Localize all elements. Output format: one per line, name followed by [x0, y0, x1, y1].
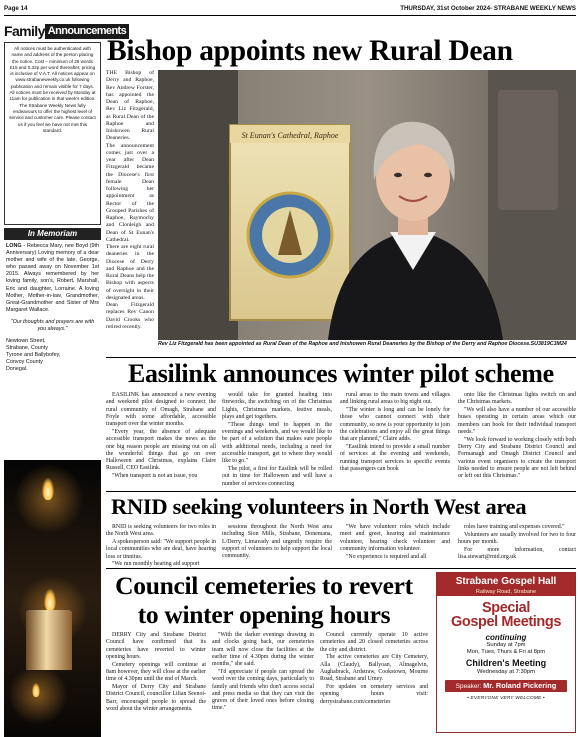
- bishop-photo: [158, 70, 576, 340]
- family-announcements-sidebar: [4, 20, 127, 737]
- notice-terms: All notices must be authenticated with name and address of the person placing the notice. Cost – minimum of 25 words £15 and 0.32p per word thereafter, pricing is inclusive of V.A.T. All notices appear on www.strabaneweekly.co.uk following publication and remain visible for 7 days. All notices must be received by Monday at 11am for publication in that week's edition. The Strabane Weekly News fully endeavours to offer the highest level of service and customer care. Please contact us if you feel we have not met this standard.: [4, 42, 101, 225]
- memoriam-name: LONG: [6, 243, 22, 249]
- memoriam-notice: [4, 240, 101, 373]
- page-number: Page 14: [4, 5, 28, 12]
- rnid-col-4: roles have training and expenses covered." Volunteers are usually involved for two to four hours per month. For more information, contact lisa.stewart@rnid.org.uk: [458, 524, 576, 561]
- memoriam-quote: "Our thoughts and prayers are with you always.": [10, 318, 95, 333]
- council-col-2: "With the darker evenings drawing in and clocks going back, our cemeteries team will now close the facilities at the earlier time of 4.30pm during the winter months," she said. "I'd appreciate if people can spread the word over the coming days, particularly to family and friends who don't access social and press media so that they can visit the graves of their loved ones before closing time.": [212, 632, 314, 712]
- easilink-col-3: rural areas to the main towns and villages and linking rural areas to big night out. "The winter is long and can be lonely for those who cannot connect with their community, so now is your opportunity to join the celebrations and enjoy all the great things that are planned," Claire adds. "Easilink intend to provide a small number of services at the evening and weekends, running transport services to specific events that passengers can book: [340, 392, 450, 472]
- bishop-story-body: THE Bishop of Derry and Raphoe, Rev Andrew Forster, has appointed the Dean of Raphoe, Rev Liz Fitzgerald, as Rural Dean of the Raphoe and Inishowen Rural Deaneries. The announcement comes just over a year after Dean Fitzgerald became the Diocese's first female Dean following her appointment as Rector of the Grouped Parishes of Raphoe, Raymochy and Clonleigh and Dean of St Eunan's Cathedral. There are eight rural deaneries in the Diocese of Derry and Raphoe and the Rural Deans help the Bishop with aspects of oversight in their designated areas. Dean Fitzgerald replaces Rev Canon David Crooks who retired recently.: [106, 70, 154, 330]
- memoriam-address: Newtown Street, Strabane, County Tyrone and Ballybofey, Convoy County Donegal.: [6, 338, 61, 373]
- ad-special: Special: [482, 600, 530, 616]
- easilink-col-1: EASILINK has announced a new evening and weekend pilot designed to connect the rural community of Omagh, Strabane and Foyle with some affordable, accessible transport over the winter months. "Every year, the absence of adequate accessible transport makes the news as the one big reason people are missing out on all the wonderful things that go on over Halloween and Christmas, explains Claire Russell, CEO Easilink. "When transport is not an issue, you: [106, 392, 216, 480]
- photo-scene: [158, 70, 576, 340]
- headline-bishop: Bishop appoints new Rural Dean: [107, 35, 513, 67]
- in-memoriam-heading: In Memoriam: [4, 228, 101, 240]
- headline-rnid: RNID seeking volunteers in North West area: [111, 494, 527, 519]
- ad-address: Railway Road, Strabane: [437, 588, 575, 596]
- council-col-1: DERRY City and Strabane District Council have confirmed that its cemeteries have reverted to winter opening hours. Cemetery openings will continue at 8am however, they will close at the earlier time of 4.30pm until the end of March. Mayor of Derry City and Strabane District Council, councillor Lilian Seenoi-Barr, encouraged people to spread the word about the winter arrangements.: [106, 632, 206, 712]
- page-folio: [4, 4, 576, 16]
- ad-continuing: continuing: [485, 633, 527, 642]
- rnid-col-2: sessions throughout the North West area including Sion Mills, Strabane, Donemana, L/Derry, Limavady and urgently require the support of volunteers to help support the local community.: [222, 524, 332, 560]
- rnid-col-3: "We have volunteer roles which include meet and greet, hearing aid maintenance volunteer, hearing check volunteer and community information volunteer. "No experience is required and all: [340, 524, 450, 560]
- ad-childrens-time: Wednesday at 7:30pm: [477, 668, 535, 675]
- banner-text: St Eunan's Cathedral, Raphoe: [241, 131, 339, 140]
- candle-image: [4, 460, 101, 737]
- ad-welcome: • EVERYONE VERY WELCOME •: [467, 696, 545, 702]
- council-col-3: Council currently operate 10 active cemeteries and 20 closed cemeteries across the city and district. The active cemeteries are City Cemetery, Alla (Claudy), Ballyoan, Altnagelvin, Aughabrack, Ardstraw, Cookstown, Mourne Road, Strabane and Urney. For updates on cemetery services and opening hours visit: derrystrabane.com/cemeteries: [320, 632, 428, 705]
- easilink-col-4: onto like the Christmas lights switch on and the Christmas markets. "We will also have a number of our accessible buses operating in certain areas which our members can book for their individual transport needs." "We look forward to working closely with both Derry City and Strabane District Council and Fermanagh and Omagh District Council and various event organisers to create the transport links needed to ensure people are not left behind or left out this Christmas.": [458, 392, 576, 480]
- memoriam-text: - Rebecca Mary, nee Boyd (9th Anniversary) Loving memory of a dear mother and wife of the late, George, who passed away on November 1st 2015. Always remembered by her loving family, son's, Robert, Marshall, Eric and daughter, Lorraine. A loving Mother, Mother-in-law, Grandmother, Great-Grandmother and Sister of Mrs Margaret Wallace.: [6, 243, 99, 313]
- ad-gospel-meetings: Gospel Meetings: [450, 614, 562, 630]
- rnid-col-1: RNID is seeking volunteers for two roles in the North West area. A spokesperson said: "We support people in local communities who are deaf, have hearing loss or tinnitus. "We run monthly hearing aid support: [106, 524, 216, 568]
- headline-council: Council cemeteries to revert to winter opening hours: [115, 571, 413, 629]
- ad-sunday: Sunday at 7pm: [486, 642, 526, 648]
- ad-speaker: Speaker: Mr. Roland Pickering: [445, 680, 567, 692]
- divider-rule: [106, 568, 576, 569]
- easilink-col-2: would take for granted heading into fireworks, the switching on of the Christmas Lights, Christmas markets, festive meals, plays and get togethers. "These things tend to happen in the evenings and weekends, and we would like to be part of a solution that makes sure people with additional needs, including a need for accessible transport, get to where they would like to go." The pilot, a first for Easilink will be rolled out in time for Halloween and will have a number of services connecting: [222, 392, 332, 487]
- dateline: THURSDAY, 31st October 2024- STRABANE WEEKLY NEWS: [400, 5, 576, 12]
- family-announcements-title: Family Announcements: [4, 20, 101, 42]
- photo-caption: Rev Liz Fitzgerald has been appointed as Rural Dean of the Raphoe and Inishowen Rural Deaneries by the Bishop of the Derry and Raphoe Diocese.SU3819C3M24: [158, 341, 567, 347]
- ad-weekdays: Mon, Tues, Thurs & Fri at 8pm: [466, 649, 546, 656]
- gospel-hall-advert: [436, 572, 576, 733]
- ad-org: Strabane Gospel Hall: [437, 573, 575, 588]
- ad-childrens: Children's Meeting: [465, 657, 547, 668]
- headline-easilink: Easilink announces winter pilot scheme: [128, 359, 554, 388]
- candle-flame-icon: [42, 478, 54, 500]
